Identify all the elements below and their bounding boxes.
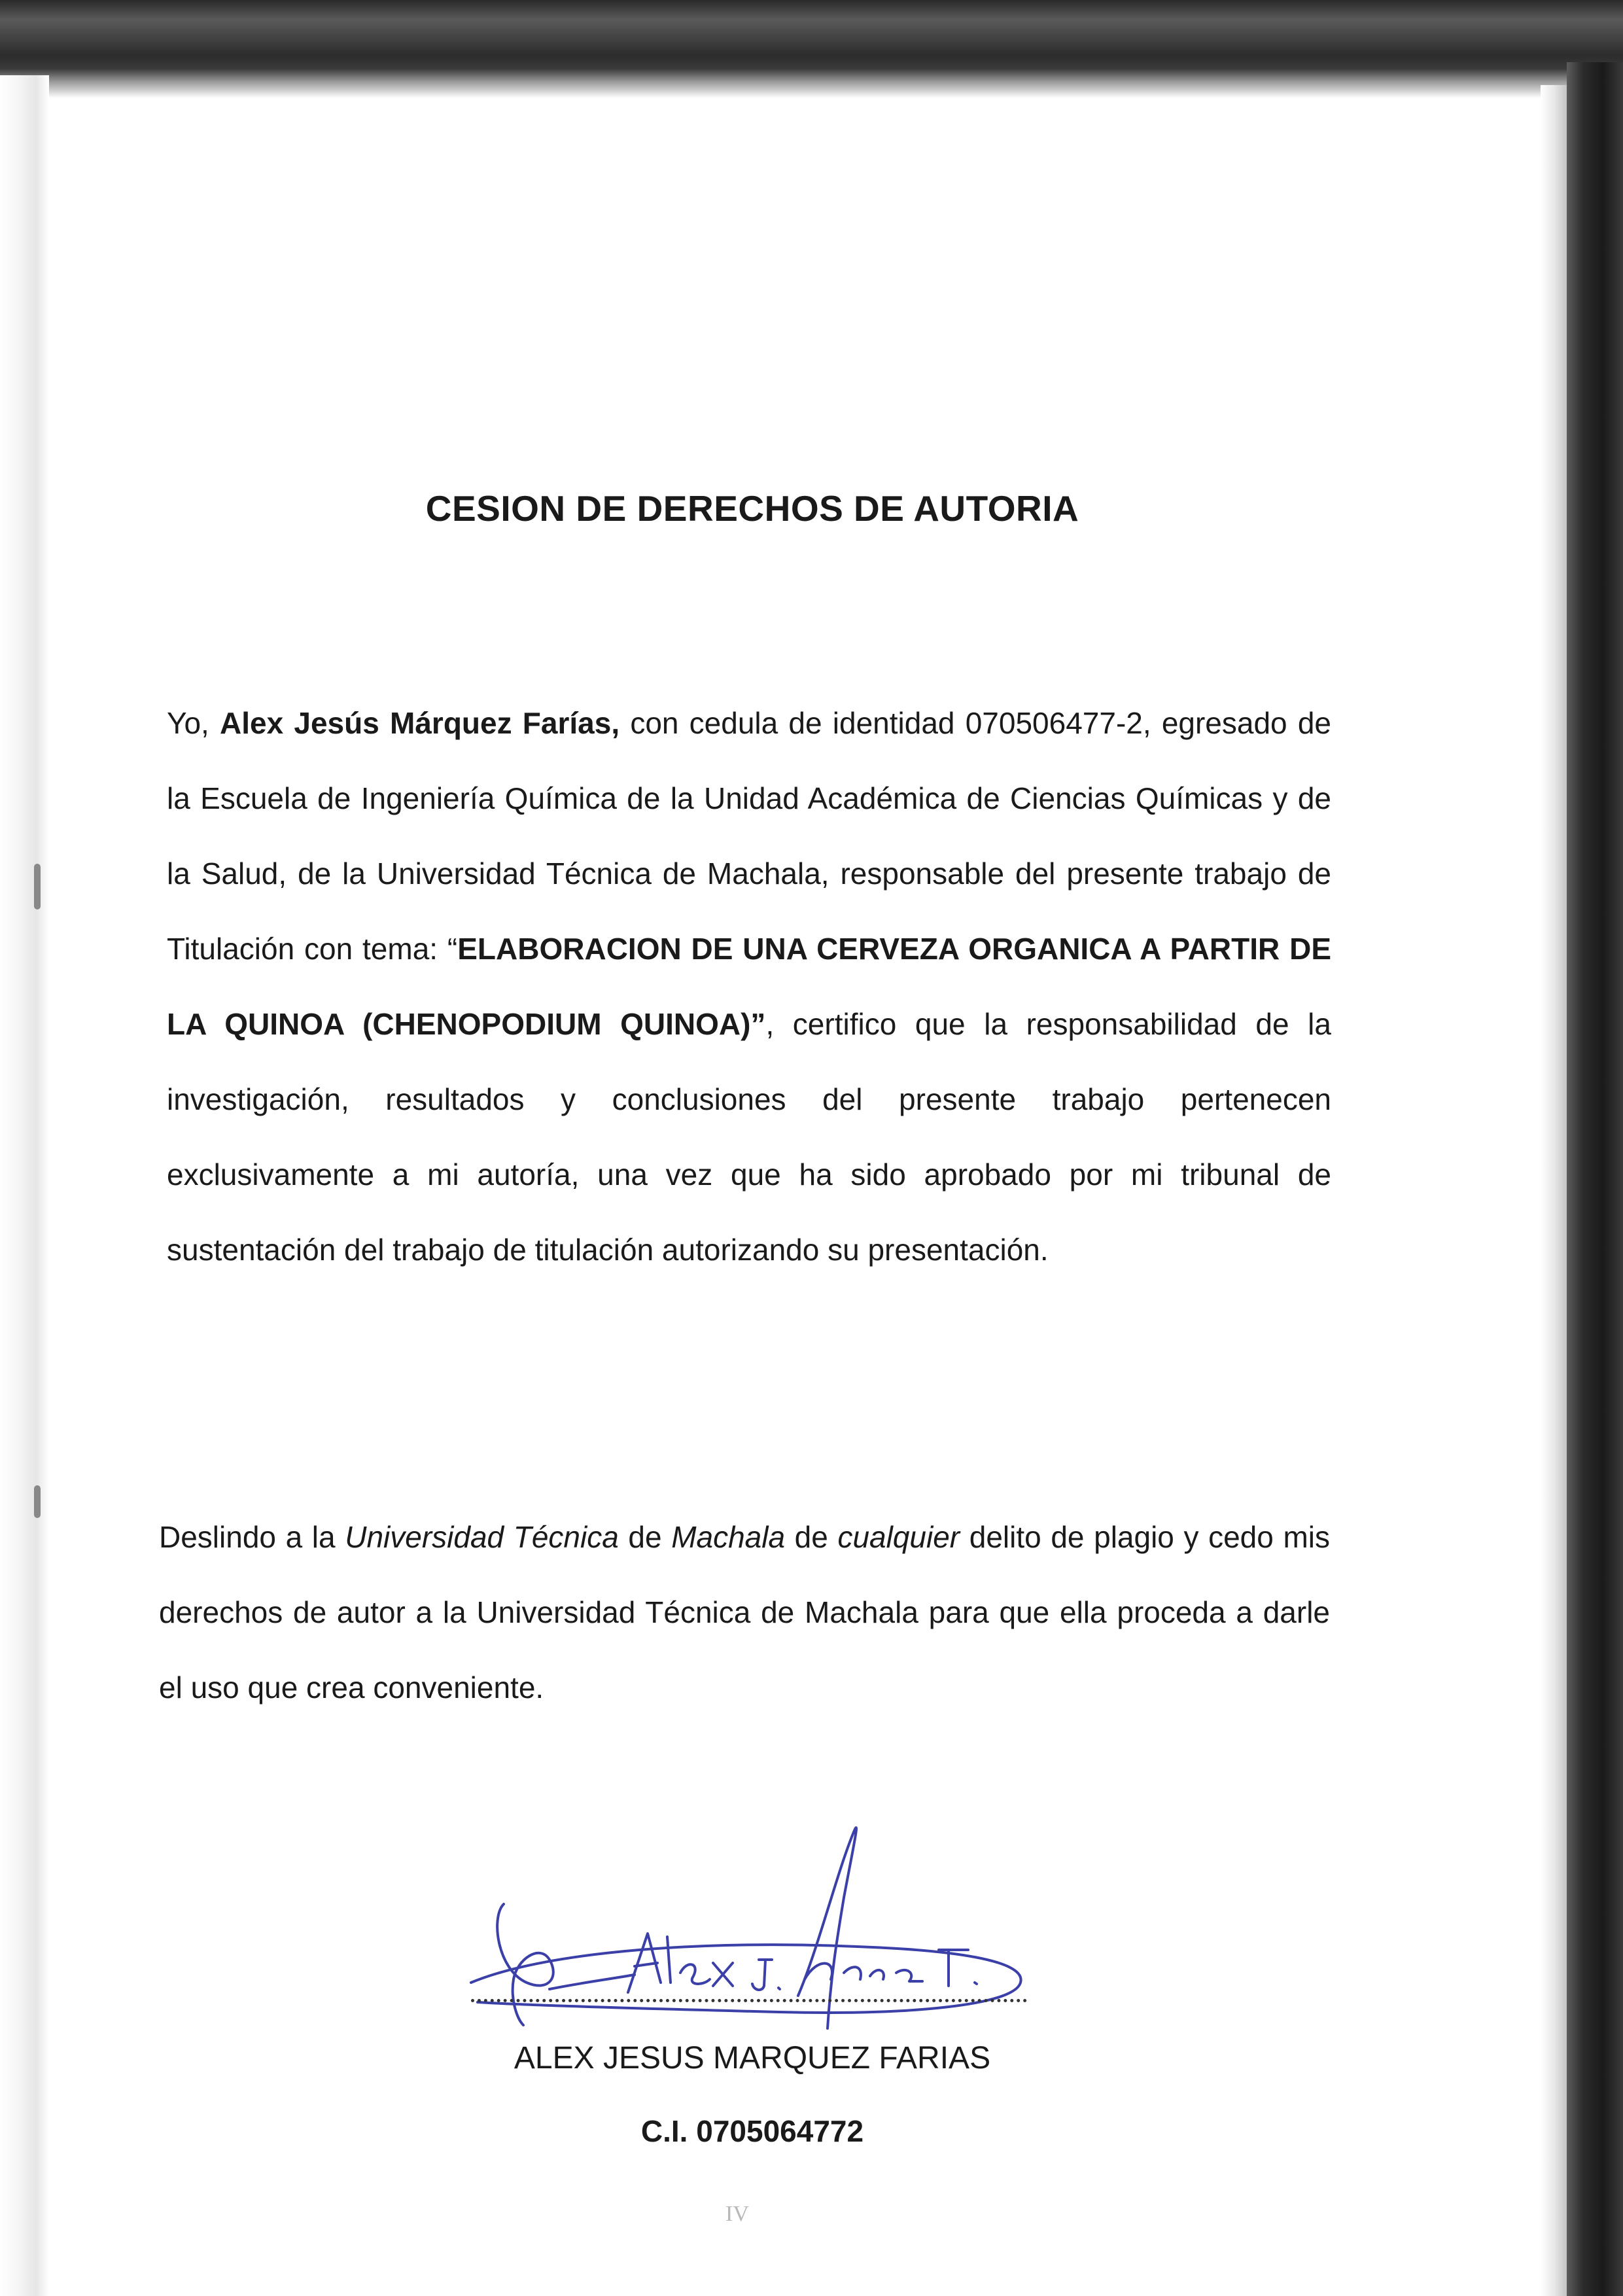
- italic-university: Universidad Técnica: [345, 1520, 619, 1554]
- binding-mark: [34, 864, 41, 910]
- italic-phrase: cualquier: [837, 1520, 960, 1554]
- thesis-title: ELABORACION DE UNA CERVEZA ORGANICA A PARTIR DE LA QUINOA (CHENOPODIUM QUINOA)”: [167, 932, 1331, 1041]
- scan-frame-left: [0, 75, 49, 2296]
- italic-place: Machala: [671, 1520, 786, 1554]
- paragraph-text: de: [618, 1520, 672, 1554]
- signature-line: [471, 1999, 1027, 2002]
- paragraph-text: , certifico que la responsabilidad de la investigación, resultados y conclusiones del presente trabajo pertenecen exclusivamente a mi autoría, una vez que ha sido aprobado por mi tribunal de sustentación del trabajo de titulación autorizando su presentación.: [167, 1007, 1331, 1267]
- signer-name: ALEX JESUS MARQUEZ FARIAS: [514, 2041, 991, 2075]
- release-paragraph: [159, 1500, 1330, 1725]
- certification-paragraph: [167, 686, 1331, 1288]
- signer-id-number: C.I. 0705064772: [640, 2114, 864, 2148]
- scan-frame-right: [1567, 62, 1623, 2296]
- author-name: Alex Jesús Márquez Farías,: [220, 706, 620, 740]
- scan-frame-top: [0, 0, 1623, 98]
- intro-word: Yo,: [167, 706, 209, 740]
- handwritten-signature: [451, 1819, 1040, 2041]
- page-number: IV: [725, 2202, 749, 2226]
- document-title: CESION DE DERECHOS DE AUTORIA: [425, 488, 1079, 529]
- paragraph-text: de: [785, 1520, 838, 1554]
- paragraph-text: Deslindo a la: [159, 1520, 345, 1554]
- paragraph-text: con cedula de identidad 070506477-2, egresado de la Escuela de Ingeniería Química de la Unidad Académica de Ciencias Químicas y de la Salud, de la Universidad Técnica de Machala, responsable del presente trabajo de Titulación con tema: “: [167, 706, 1331, 966]
- paragraph-text: delito de plagio y cedo mis derechos de autor a la Universidad Técnica de Machala para que ella proceda a darle el uso que crea conveniente.: [159, 1520, 1330, 1704]
- binding-mark: [34, 1485, 41, 1518]
- scan-frame-right-shadow: [1541, 85, 1567, 2296]
